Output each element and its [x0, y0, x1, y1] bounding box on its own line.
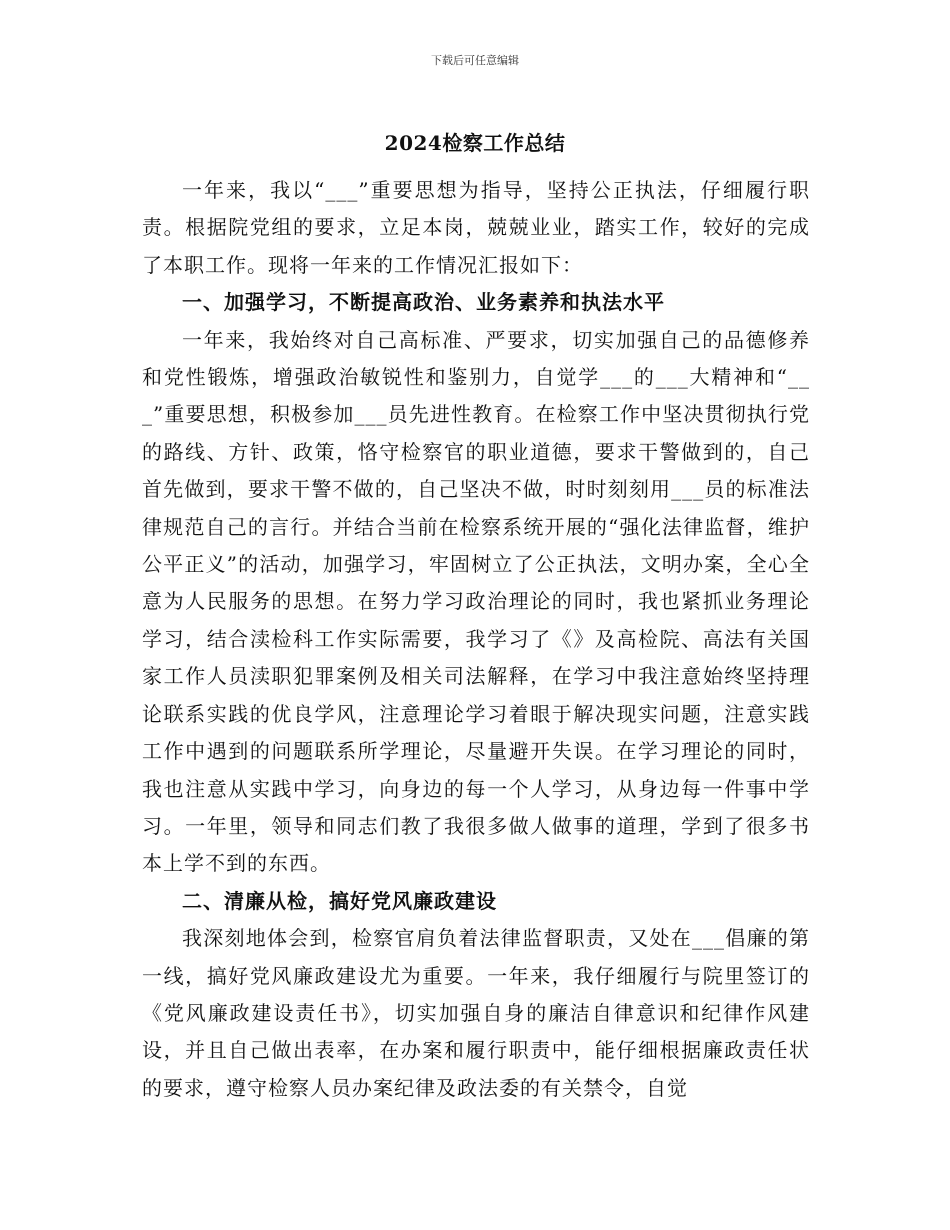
section-1-paragraph: 一年来，我始终对自己高标准、严要求，切实加强自己的品德修养和党性锻炼，增强政治敏锐性和鉴别力，自觉学___的___大精神和“___”重要思想，积极参加___员先进性教育。在检察工作中坚决贯彻执行党的路线、方针、政策，恪守检察官的职业道德，要求干警做到的，自己首先做到，要求干警不做的，自己坚决不做，时时刻刻用___员的标准法律规范自己的言行。并结合当前在检察系统开展的“强化法律监督，维护公平正义”的活动，加强学习，牢固树立了公正执法，文明办案，全心全意为人民服务的思想。在努力学习政治理论的同时，我也紧抓业务理论学习，结合渎检科工作实际需要，我学习了《》及高检院、高法有关国家工作人员渎职犯罪案例及相关司法解释，在学习中我注意始终坚持理论联系实践的优良学风，注意理论学习着眼于解决现实问题，注意实践工作中遇到的问题联系所学理论，尽量避开失误。在学习理论的同时，我也注意从实践中学习，向身边的每一个人学习，从身边每一件事中学习。一年里，领导和同志们教了我很多做人做事的道理，学到了很多书本上学不到的东西。 [142, 327, 810, 876]
section-heading-2: 二、清廉从检，搞好党风廉政建设 [182, 888, 497, 913]
section-2-paragraph: 我深刻地体会到，检察官肩负着法律监督职责，又处在___倡廉的第一线，搞好党风廉政建设尤为重要。一年来，我仔细履行与院里签订的《党风廉政建设责任书》，切实加强自身的廉洁自律意识和纪律作风建设，并且自己做出表率，在办案和履行职责中，能仔细根据廉政责任状的要求，遵守检察人员办案纪律及政法委的有关禁令，自觉 [142, 926, 810, 1100]
document-title: 2024检察工作总结 [384, 131, 566, 155]
section-heading-1: 一、加强学习，不断提高政治、业务素养和执法水平 [182, 290, 665, 315]
document-body [142, 172, 810, 1107]
intro-paragraph: 一年来，我以“___”重要思想为指导，坚持公正执法，仔细履行职责。根据院党组的要求，立足本岗，兢兢业业，踏实工作，较好的完成了本职工作。现将一年来的工作情况汇报如下： [142, 178, 810, 277]
download-note: 下载后可任意编辑 [431, 54, 519, 67]
